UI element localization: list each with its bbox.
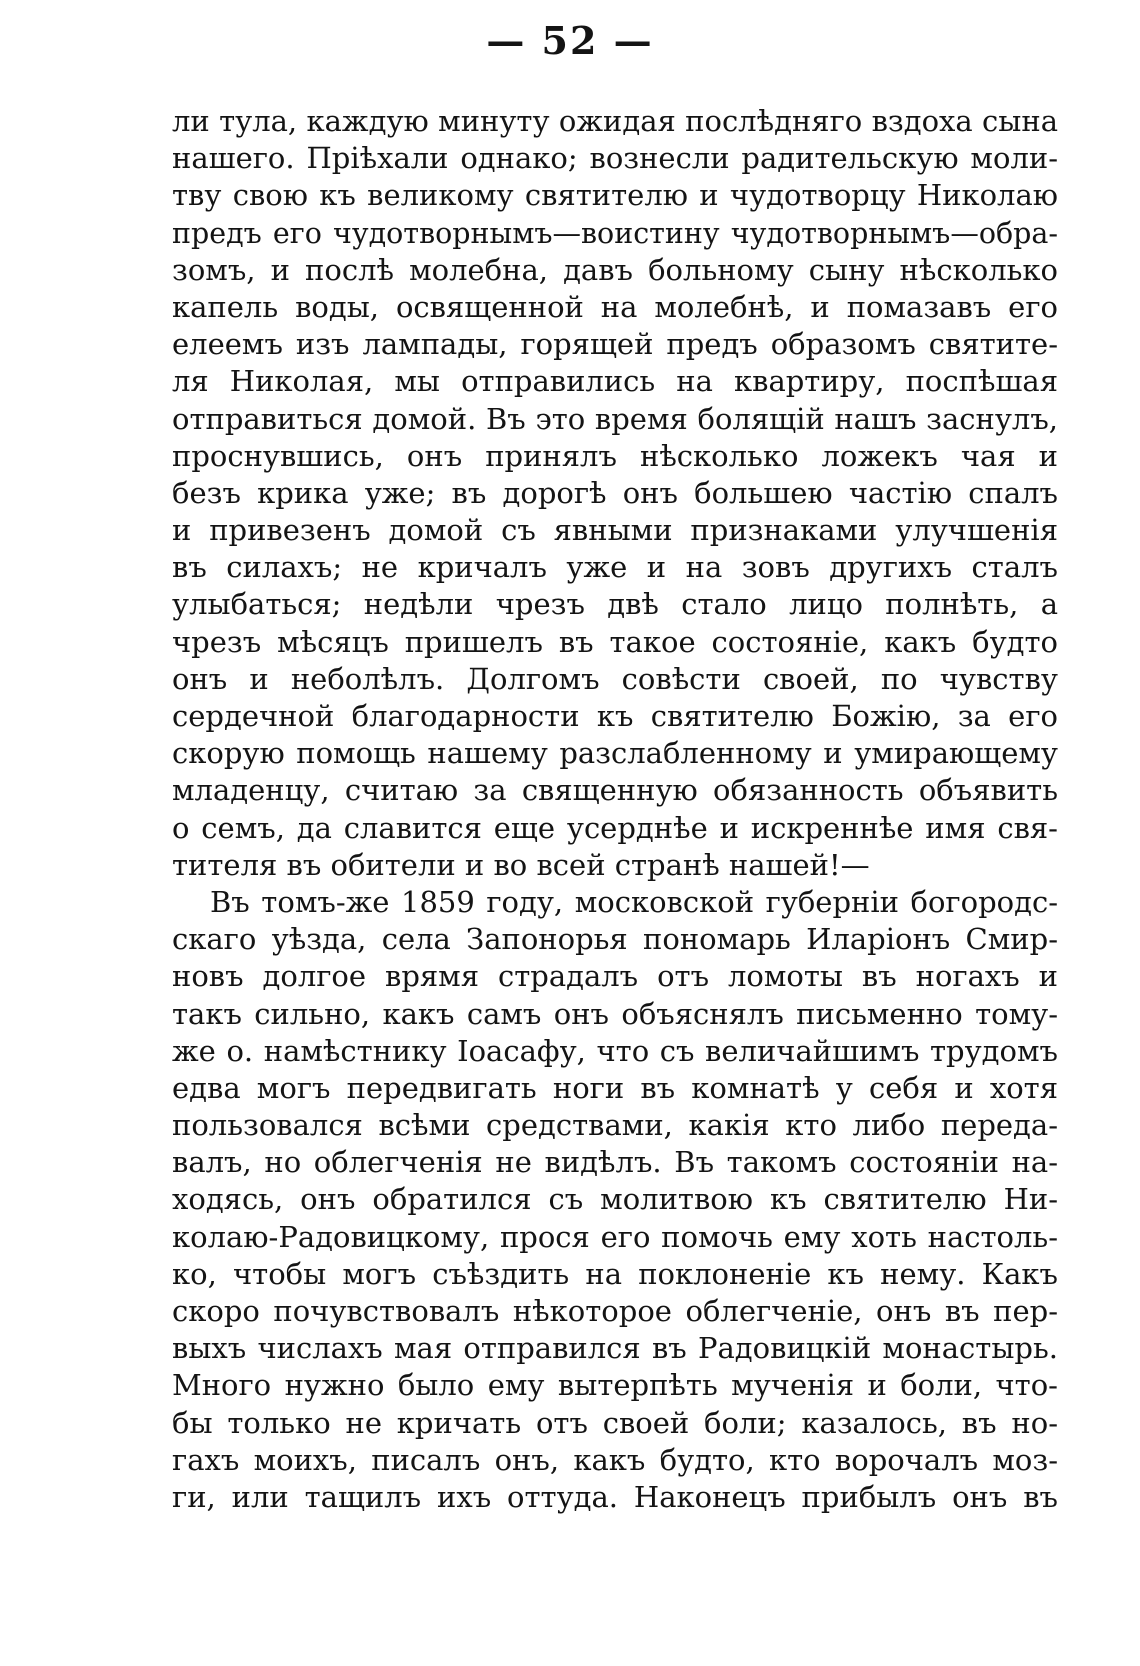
text-line: отправиться домой. Въ это время болящій нашъ заснулъ, xyxy=(172,401,1058,436)
text-line: сердечной благодарности къ святителю Божію, за его xyxy=(172,699,1058,733)
text-line: о семъ, да славится еще усерднѣе и искреннѣе имя свя- xyxy=(172,810,1058,845)
text-line: валъ, но облегченія не видѣлъ. Въ такомъ состояніи на- xyxy=(172,1145,1058,1180)
text-line: въ силахъ; не кричалъ уже и на зовъ другихъ сталъ xyxy=(172,550,1058,585)
text-line: улыбаться; недѣли чрезъ двѣ стало лицо полнѣть, а xyxy=(172,587,1058,622)
text-line: Много нужно было ему вытерпѣть мученія и боли, что- xyxy=(172,1368,1058,1403)
text-line: скорую помощь нашему разслабленному и умирающему xyxy=(172,736,1058,771)
text-line: Въ томъ-же 1859 году, московской губерніи богородс- xyxy=(210,884,1058,919)
text-line: скоро почувствовалъ нѣкоторое облегченіе, онъ въ пер- xyxy=(172,1294,1058,1328)
text-line: зомъ, и послѣ молебна, давъ больному сыну нѣсколько xyxy=(172,252,1058,287)
text-line: тителя въ обители и во всей странѣ нашей!— xyxy=(172,847,870,882)
text-line: же о. намѣстнику Іоасафу, что съ величайшимъ трудомъ xyxy=(172,1033,1058,1068)
body-text xyxy=(172,103,1058,1516)
text-line: безъ крика уже; въ дорогѣ онъ большею частію спалъ xyxy=(172,475,1058,510)
text-line: скаго уѣзда, села Запонорья пономарь Иларіонъ Смир- xyxy=(172,922,1058,957)
text-line: предъ его чудотворнымъ—воистину чудотворнымъ—обра- xyxy=(172,216,1058,250)
text-line: капель воды, освященной на молебнѣ, и помазавъ его xyxy=(172,289,1058,324)
text-line: ходясь, онъ обратился съ молитвою къ святителю Ни- xyxy=(172,1182,1058,1217)
page-number: — 52 — xyxy=(486,18,654,63)
text-line: гахъ моихъ, писалъ онъ, какъ будто, кто ворочалъ моз- xyxy=(172,1442,1058,1477)
text-line: такъ сильно, какъ самъ онъ объяснялъ письменно тому- xyxy=(172,996,1058,1031)
text-line: новъ долгое врямя страдалъ отъ ломоты въ ногахъ и xyxy=(172,959,1058,994)
text-line: младенцу, считаю за священную обязанность объявить xyxy=(172,773,1058,808)
text-line: нашего. Пріѣхали однако; вознесли радительскую моли- xyxy=(172,141,1058,176)
text-line: пользовался всѣми средствами, какія кто либо переда- xyxy=(172,1108,1058,1143)
text-line: елеемъ изъ лампады, горящей предъ образомъ святите- xyxy=(172,327,1058,362)
text-line: и привезенъ домой съ явными признаками улучшенія xyxy=(172,513,1058,548)
text-line: бы только не кричать отъ своей боли; казалось, въ но- xyxy=(172,1405,1058,1440)
text-line: ги, или тащилъ ихъ оттуда. Наконецъ прибылъ онъ въ xyxy=(172,1479,1058,1514)
text-line: ли тула, каждую минуту ожидая послѣдняго вздоха сына xyxy=(172,104,1058,138)
text-line: колаю-Радовицкому, прося его помочь ему хоть настоль- xyxy=(172,1219,1058,1254)
text-line: тву свою къ великому святителю и чудотворцу Николаю xyxy=(172,178,1058,213)
text-line: едва могъ передвигать ноги въ комнатѣ у себя и хотя xyxy=(172,1070,1058,1105)
text-line: выхъ числахъ мая отправился въ Радовицкій монастырь. xyxy=(172,1331,1058,1366)
text-line: проснувшись, онъ принялъ нѣсколько ложекъ чая и xyxy=(172,438,1058,473)
text-line: чрезъ мѣсяцъ пришелъ въ такое состояніе, какъ будто xyxy=(172,624,1058,659)
text-line: онъ и неболѣлъ. Долгомъ совѣсти своей, по чувству xyxy=(172,661,1058,696)
text-line: ля Николая, мы отправились на квартиру, поспѣшая xyxy=(172,364,1058,399)
text-line: ко, чтобы могъ съѣздить на поклоненіе къ нему. Какъ xyxy=(172,1256,1058,1291)
